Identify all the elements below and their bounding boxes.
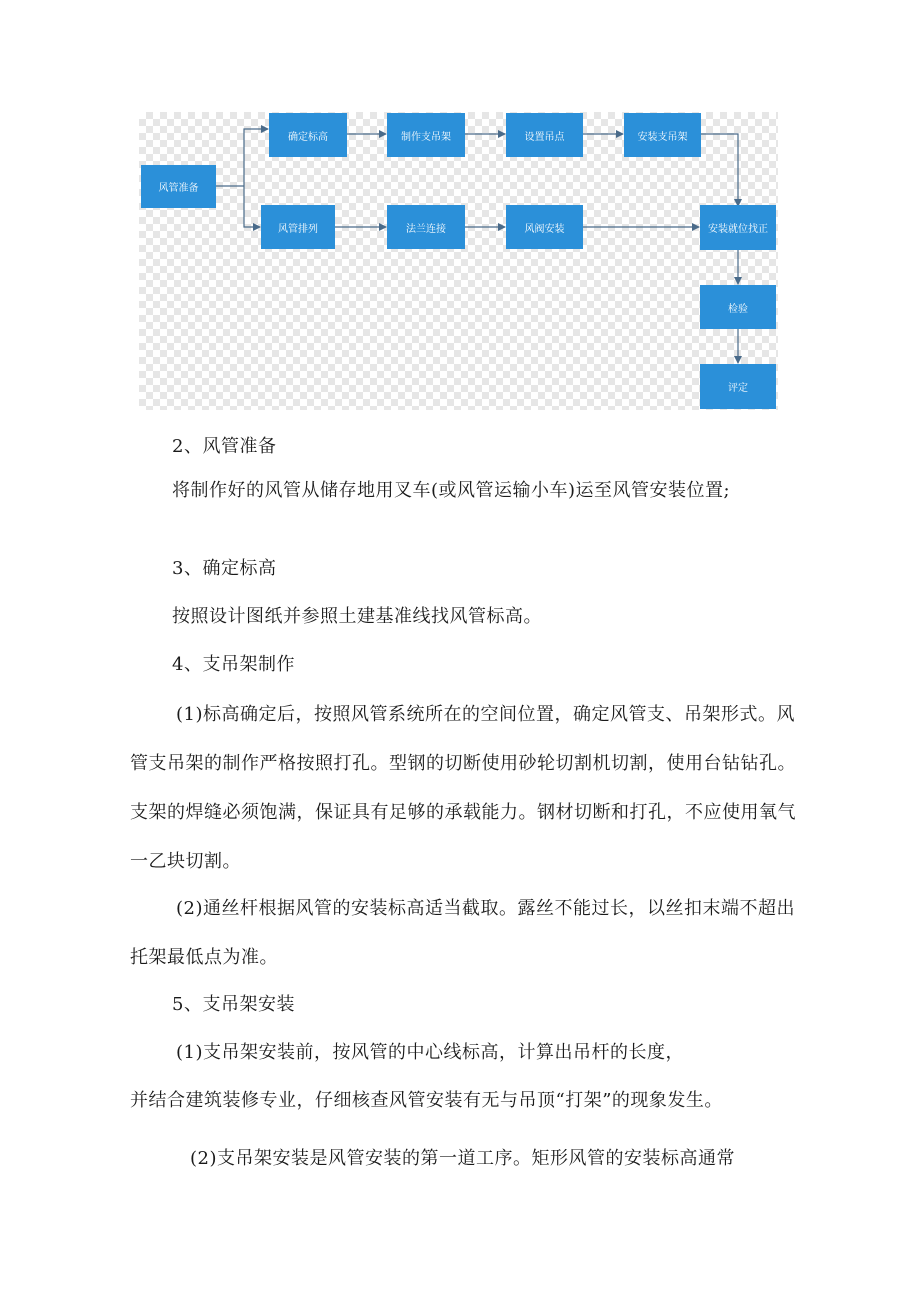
heading-hanger-fabrication: 4、支吊架制作 (172, 654, 295, 675)
process-flowchart (139, 112, 778, 410)
heading-hanger-installation: 5、支吊架安装 (172, 994, 295, 1015)
node-inspect: 检验 (700, 285, 776, 329)
connector-to-elevation (244, 129, 268, 186)
paragraph-hanger-fabrication-1: (1)标高确定后，按照风管系统所在的空间位置，确定风管支、吊架形式。风管支吊架的制作严格按照打孔。型钢的切断使用砂轮切割机切割，使用台钻钻孔。支架的焊缝必须饱满，保证具有足够的承载能力。钢材切断和打孔，不应使用氧气一乙块切割。 (130, 704, 796, 872)
node-evaluate: 评定 (700, 364, 776, 409)
connector-to-arrange (244, 186, 260, 227)
paragraph-hanger-installation-1b: 并结合建筑装修专业，仔细核查风管安装有无与吊顶“打架”的现象发生。 (130, 1090, 723, 1111)
paragraph-hanger-installation-2: (2)支吊架安装是风管安装的第一道工序。矩形风管的安装标高通常 (190, 1148, 735, 1169)
node-flange: 法兰连接 (387, 205, 465, 249)
node-align: 安装就位找正 (700, 205, 776, 250)
node-arrange: 风管排列 (261, 205, 335, 249)
node-valve: 风阀安装 (506, 205, 583, 249)
node-set-points: 设置吊点 (506, 113, 583, 157)
paragraph-hanger-fabrication-2: (2)通丝杆根据风管的安装标高适当截取。露丝不能过长，以丝扣末端不超出托架最低点为准。 (130, 898, 795, 968)
node-elevation: 确定标高 (269, 113, 347, 157)
heading-determine-elevation: 3、确定标高 (172, 558, 277, 579)
node-install-hanger: 安装支吊架 (624, 113, 701, 157)
paragraph-hanger-installation-1a: (1)支吊架安装前，按风管的中心线标高，计算出吊杆的长度， (176, 1042, 684, 1063)
paragraph-determine-elevation: 按照设计图纸并参照土建基准线找风管标高。 (172, 606, 542, 627)
heading-duct-preparation: 2、风管准备 (172, 436, 277, 457)
paragraph-duct-preparation: 将制作好的风管从储存地用叉车(或风管运输小车)运至风管安装位置; (172, 480, 731, 501)
connector-install-align (701, 134, 738, 206)
node-make-hanger: 制作支吊架 (387, 113, 465, 157)
node-prepare: 风管准备 (141, 165, 216, 208)
